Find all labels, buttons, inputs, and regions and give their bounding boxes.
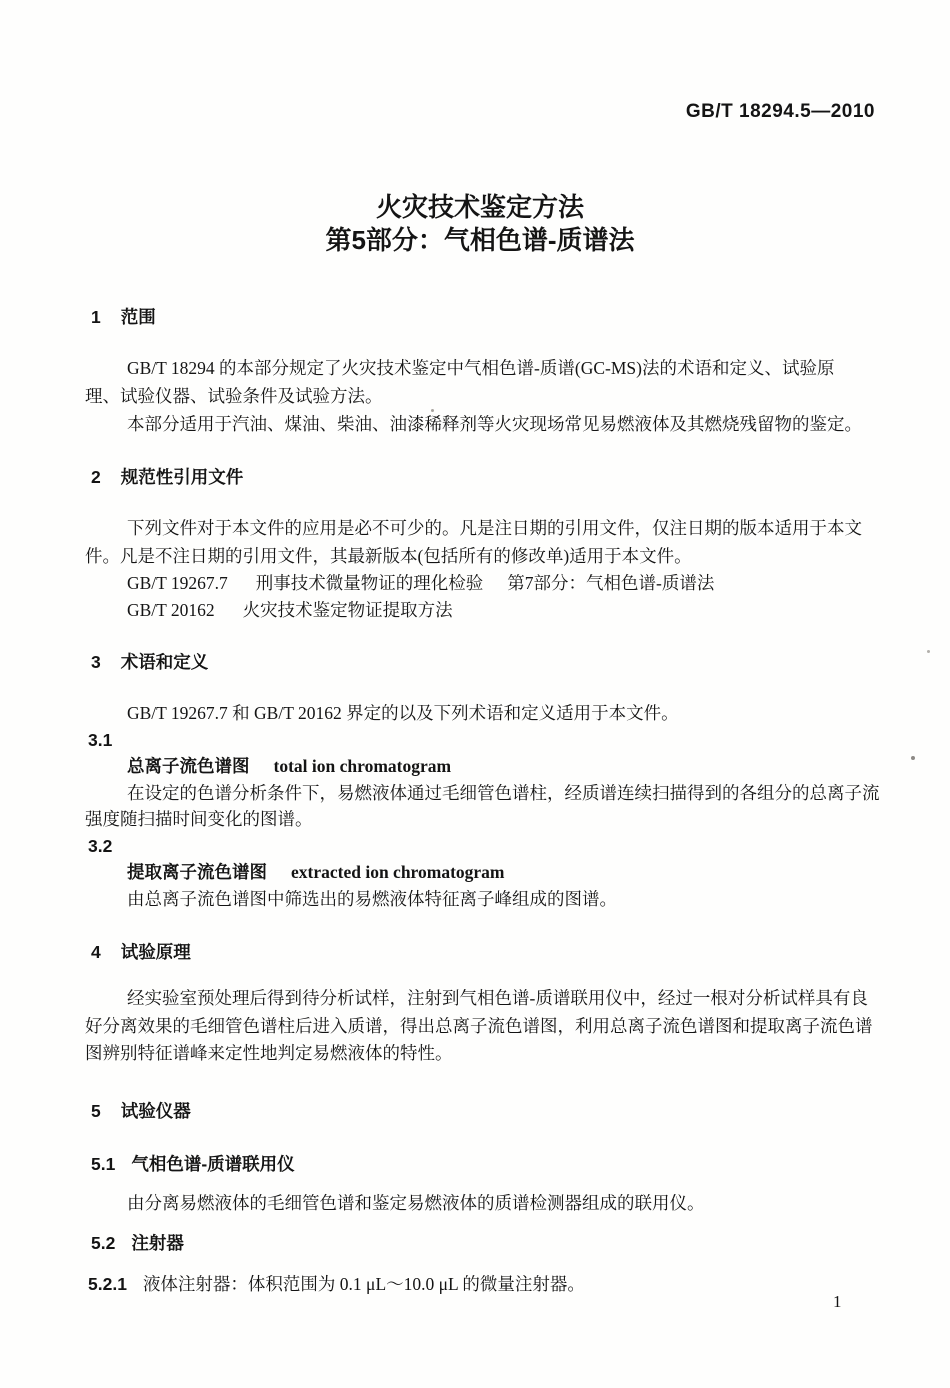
term-definition-line: 强度随扫描时间变化的图谱。 — [85, 809, 313, 829]
subsection-title: 注射器 — [131, 1233, 184, 1253]
paragraph-line: 图辨别特征谱峰来定性地判定易燃液体的特性。 — [85, 1043, 453, 1063]
reference-title: 刑事技术微量物证的理化检验 — [255, 573, 484, 593]
term-entry — [85, 753, 905, 780]
term-definition-line: 由总离子流色谱图中筛选出的易燃液体特征离子峰组成的图谱。 — [127, 888, 617, 909]
term-name-en: total ion chromatogram — [273, 756, 452, 776]
term-number: 3.1 — [88, 729, 113, 750]
section-title: 试验原理 — [120, 942, 191, 962]
term-name-en: extracted ion chromatogram — [291, 862, 505, 882]
document-title — [85, 191, 875, 257]
reference-title: 火灾技术鉴定物证提取方法 — [242, 600, 453, 620]
clause-liquid-syringe — [85, 1270, 905, 1298]
reference-code: GB/T 20162 — [127, 600, 215, 620]
section-number: 2 — [91, 467, 101, 487]
reference-item — [85, 570, 905, 597]
paragraph-line: 件。凡是不注日期的引用文件，其最新版本(包括所有的修改单)适用于本文件。 — [85, 546, 692, 566]
term-name-zh: 提取离子流色谱图 — [127, 862, 267, 882]
section-number: 5 — [91, 1101, 101, 1121]
subsection-number: 5.2 — [91, 1233, 116, 1253]
terms-intro: GB/T 19267.7 和 GB/T 20162 界定的以及下列术语和定义适用于本文件。 — [127, 703, 679, 723]
reference-item — [85, 597, 905, 624]
term-definition-line: 在设定的色谱分析条件下，易燃液体通过毛细管色谱柱，经质谱连续扫描得到的各组分的总离子流 — [127, 782, 880, 803]
reference-part: 第7部分：气相色谱-质谱法 — [507, 573, 715, 593]
title-line-2: 第5部分：气相色谱-质谱法 — [325, 225, 635, 255]
section-title: 术语和定义 — [120, 652, 209, 672]
terms-body — [85, 700, 905, 912]
section-heading-principle — [85, 939, 911, 964]
section-number: 1 — [91, 307, 101, 327]
gcms-paragraph — [85, 1189, 905, 1217]
title-line-1: 火灾技术鉴定方法 — [375, 192, 584, 222]
scope-paragraphs — [85, 354, 905, 438]
section-title: 范围 — [120, 307, 156, 327]
paragraph-line: 好分离效果的毛细管色谱柱后进入质谱，得出总离子流色谱图，利用总离子流色谱图和提取离子流色谱 — [85, 1015, 873, 1036]
principle-paragraph — [85, 985, 905, 1068]
references-paragraph — [85, 514, 905, 570]
paragraph-line: 经实验室预处理后得到待分析试样，注射到气相色谱-质谱联用仪中，经过一根对分析试样具有良 — [127, 988, 868, 1008]
subsection-heading-gcms — [85, 1151, 911, 1176]
section-number: 3 — [91, 652, 101, 672]
section-number: 4 — [91, 942, 101, 962]
section-heading-apparatus — [85, 1098, 911, 1123]
clause-number: 5.2.1 — [88, 1274, 127, 1294]
scan-speck — [431, 409, 434, 412]
scan-speck — [911, 756, 915, 760]
section-title: 试验仪器 — [120, 1101, 191, 1121]
section-heading-references — [85, 464, 911, 489]
section-title: 规范性引用文件 — [120, 467, 244, 487]
term-entry — [85, 859, 905, 886]
paragraph-line: 理、试验仪器、试验条件及试验方法。 — [85, 386, 383, 406]
section-heading-terms — [85, 649, 911, 674]
term-name-zh: 总离子流色谱图 — [127, 756, 250, 776]
paragraph-line: 本部分适用于汽油、煤油、柴油、油漆稀释剂等火灾现场常见易燃液体及其燃烧残留物的鉴定。 — [127, 414, 862, 434]
section-heading-scope — [85, 304, 911, 329]
paragraph-line: GB/T 18294 的本部分规定了火灾技术鉴定中气相色谱-质谱(GC-MS)法的术语和定义、试验原 — [127, 358, 835, 378]
references-list — [85, 570, 905, 624]
standard-code: GB/T 18294.5—2010 — [685, 101, 875, 122]
subsection-number: 5.1 — [91, 1154, 116, 1174]
paragraph-line: 下列文件对于本文件的应用是必不可少的。凡是注日期的引用文件，仅注日期的版本适用于本文 — [127, 518, 862, 538]
term-number: 3.2 — [88, 835, 113, 856]
paragraph-line: 由分离易燃液体的毛细管色谱和鉴定易燃液体的质谱检测器组成的联用仪。 — [127, 1193, 705, 1213]
subsection-title: 气相色谱-质谱联用仪 — [131, 1154, 295, 1174]
scan-speck — [927, 650, 930, 653]
page-number: 1 — [833, 1292, 842, 1311]
reference-code: GB/T 19267.7 — [127, 573, 228, 593]
clause-text: 液体注射器：体积范围为 0.1 μL～10.0 μL 的微量注射器。 — [142, 1274, 585, 1294]
subsection-heading-syringe — [85, 1230, 911, 1255]
